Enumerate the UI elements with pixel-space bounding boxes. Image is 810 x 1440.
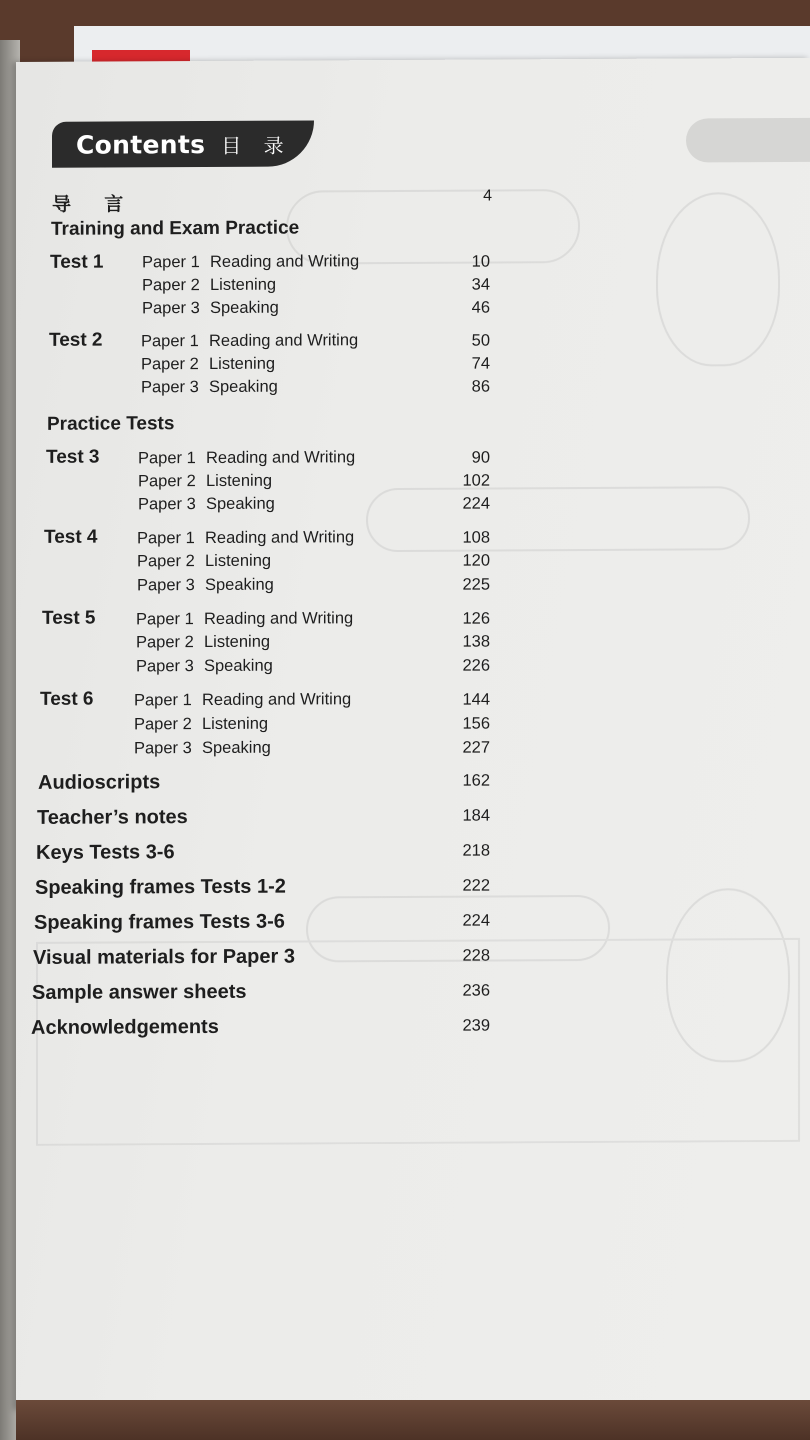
section-practice: Practice Tests: [47, 413, 175, 435]
intro-page: 4: [483, 187, 492, 205]
test-6-name: Test 6: [40, 688, 94, 710]
test-3-paper-3-page: 224: [462, 494, 490, 513]
test-3-paper-2-page: 102: [462, 471, 490, 490]
test-5-paper-1: Paper 1 Reading and Writing: [136, 609, 354, 629]
test-6-paper-1-page: 144: [462, 690, 490, 709]
test-4-paper-3-page: 225: [462, 575, 490, 594]
test-1-paper-1: Paper 1 Reading and Writing: [142, 252, 360, 272]
test-5-paper-2: Paper 2 Listening: [136, 632, 271, 652]
extra-visual-materials-page: 228: [462, 946, 490, 965]
extra-speaking-frames-1-2-page: 222: [462, 876, 490, 895]
banner-title-zh: 目 录: [221, 133, 292, 158]
test-6-paper-1: Paper 1 Reading and Writing: [134, 690, 352, 710]
test-5-paper-1-page: 126: [462, 609, 490, 628]
toc-intro: [52, 188, 492, 214]
test-1-name: Test 1: [50, 251, 104, 273]
banner-title-en: Contents: [76, 129, 206, 160]
extra-acknowledgements-page: 239: [462, 1016, 490, 1035]
test-4-paper-1-page: 108: [462, 528, 490, 547]
extra-audioscripts: Audioscripts: [38, 771, 161, 794]
test-4-paper-2-page: 120: [462, 551, 490, 570]
extra-speaking-frames-1-2: Speaking frames Tests 1-2: [35, 875, 286, 899]
test-3-name: Test 3: [46, 446, 100, 468]
extra-speaking-frames-3-6: Speaking frames Tests 3-6: [34, 910, 285, 934]
test-3-paper-1: Paper 1 Reading and Writing: [138, 448, 356, 468]
test-5-name: Test 5: [42, 607, 96, 629]
test-2-paper-1: Paper 1 Reading and Writing: [141, 331, 359, 351]
test-1-paper-1-page: 10: [471, 252, 490, 271]
test-6-paper-2: Paper 2 Listening: [134, 714, 269, 734]
test-2-paper-1-page: 50: [471, 331, 490, 350]
table-of-contents: [16, 58, 810, 1410]
extra-audioscripts-page: 162: [462, 771, 490, 790]
test-2-name: Test 2: [49, 329, 103, 351]
table-surface: [16, 1400, 810, 1440]
test-2-paper-2: Paper 2 Listening: [141, 354, 276, 374]
test-5-paper-2-page: 138: [462, 632, 490, 651]
extra-keys-page: 218: [462, 841, 490, 860]
intro-label: 导 言: [52, 194, 138, 216]
test-3-paper-2: Paper 2 Listening: [138, 471, 273, 491]
extra-keys: Keys Tests 3-6: [36, 841, 175, 864]
test-2-paper-3-page: 86: [471, 377, 490, 396]
test-1-paper-3-page: 46: [471, 298, 490, 317]
extra-visual-materials: Visual materials for Paper 3: [33, 945, 295, 969]
extra-teachers-notes-page: 184: [462, 806, 490, 825]
test-5-paper-3-page: 226: [462, 656, 490, 675]
section-training: Training and Exam Practice: [51, 217, 300, 240]
test-2-paper-2-page: 74: [471, 354, 490, 373]
test-3-paper-3: Paper 3 Speaking: [138, 494, 275, 514]
test-4-paper-2: Paper 2 Listening: [137, 551, 272, 571]
test-6-paper-2-page: 156: [462, 714, 490, 733]
test-6-paper-3-page: 227: [462, 738, 490, 757]
test-1-paper-2-page: 34: [471, 275, 490, 294]
extra-sample-answer-sheets: Sample answer sheets: [32, 980, 247, 1004]
test-5-paper-3: Paper 3 Speaking: [136, 656, 273, 676]
test-4-paper-3: Paper 3 Speaking: [137, 575, 274, 595]
contents-page: [16, 58, 810, 1410]
test-6-paper-3: Paper 3 Speaking: [134, 738, 271, 758]
test-4-paper-1: Paper 1 Reading and Writing: [137, 528, 355, 548]
test-1-paper-2: Paper 2 Listening: [142, 275, 277, 295]
extra-acknowledgements: Acknowledgements: [31, 1015, 219, 1039]
test-4-name: Test 4: [44, 526, 98, 548]
test-3-paper-1-page: 90: [471, 448, 490, 467]
test-1-paper-3: Paper 3 Speaking: [142, 298, 279, 318]
test-2-paper-3: Paper 3 Speaking: [141, 377, 278, 397]
extra-speaking-frames-3-6-page: 224: [462, 911, 490, 930]
extra-sample-answer-sheets-page: 236: [462, 981, 490, 1000]
extra-teachers-notes: Teacher’s notes: [37, 806, 188, 829]
